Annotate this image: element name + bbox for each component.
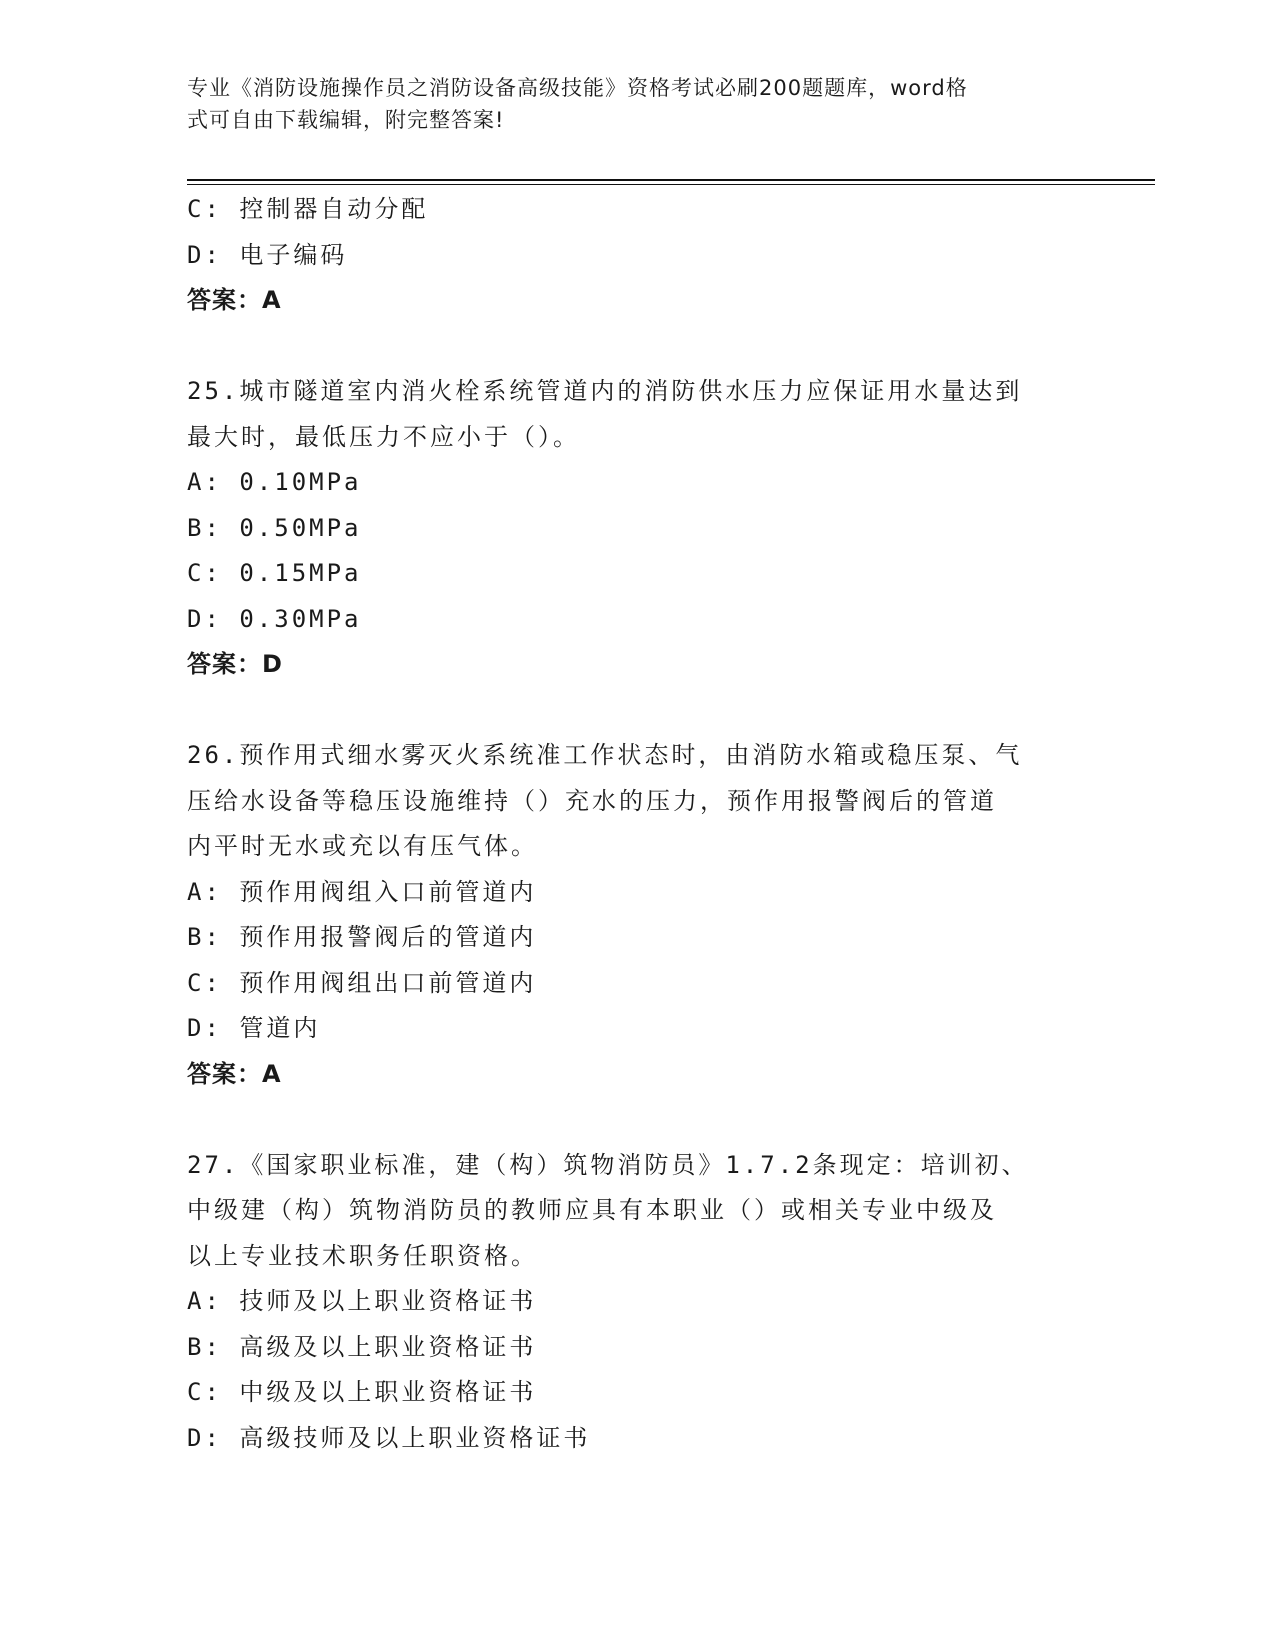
question-stem: 中级建（构）筑物消防员的教师应具有本职业（）或相关专业中级及 — [187, 1196, 997, 1224]
option-a: A: 预作用阀组入口前管道内 — [187, 877, 537, 906]
spacer — [187, 324, 1087, 370]
answer-line: 答案：D — [187, 650, 283, 678]
option-d: D: 高级技师及以上职业资格证书 — [187, 1423, 591, 1452]
option-a: A: 0.10MPa — [187, 468, 362, 496]
option-b: B: 高级及以上职业资格证书 — [187, 1332, 537, 1361]
header-divider — [187, 179, 1155, 181]
spacer — [187, 1097, 1087, 1143]
option-b: B: 0.50MPa — [187, 513, 362, 542]
option-c: C: 预作用阀组出口前管道内 — [187, 968, 537, 997]
spacer — [187, 688, 1087, 734]
question-stem: 压给水设备等稳压设施维持（）充水的压力，预作用报警阀后的管道 — [187, 786, 997, 815]
header-line-2: 式可自由下载编辑，附完整答案! — [187, 108, 505, 132]
answer-line: 答案：A — [187, 1059, 282, 1088]
question-27 — [187, 1143, 1087, 1462]
option-c: C: 中级及以上职业资格证书 — [187, 1378, 537, 1406]
question-stem: 25.城市隧道室内消火栓系统管道内的消防供水压力应保证用水量达到 — [187, 377, 1023, 405]
option-b: B: 预作用报警阀后的管道内 — [187, 923, 537, 951]
question-stem: 27.《国家职业标准，建（构）筑物消防员》1.7.2条现定：培训初、 — [187, 1150, 1029, 1179]
option-a: A: 技师及以上职业资格证书 — [187, 1287, 537, 1315]
question-list — [187, 187, 1087, 1461]
question-24-continuation — [187, 187, 1087, 324]
question-25 — [187, 369, 1087, 688]
option-d: D: 0.30MPa — [187, 604, 362, 633]
option-c: C: 控制器自动分配 — [187, 195, 429, 223]
document-header — [187, 72, 1067, 136]
option-c: C: 0.15MPa — [187, 559, 362, 587]
option-d: D: 电子编码 — [187, 240, 348, 269]
answer-line: 答案：A — [187, 286, 282, 314]
question-26 — [187, 733, 1087, 1097]
question-stem: 内平时无水或充以有压气体。 — [187, 832, 538, 860]
question-stem: 最大时，最低压力不应小于（）。 — [187, 422, 580, 451]
question-stem: 26.预作用式细水雾灭火系统准工作状态时，由消防水箱或稳压泵、气 — [187, 741, 1023, 769]
question-stem: 以上专业技术职务任职资格。 — [187, 1241, 538, 1270]
header-line-1: 专业《消防设施操作员之消防设备高级技能》资格考试必刷200题题库，word格 — [187, 76, 968, 100]
option-d: D: 管道内 — [187, 1014, 321, 1042]
header-divider-thin — [187, 184, 1155, 185]
